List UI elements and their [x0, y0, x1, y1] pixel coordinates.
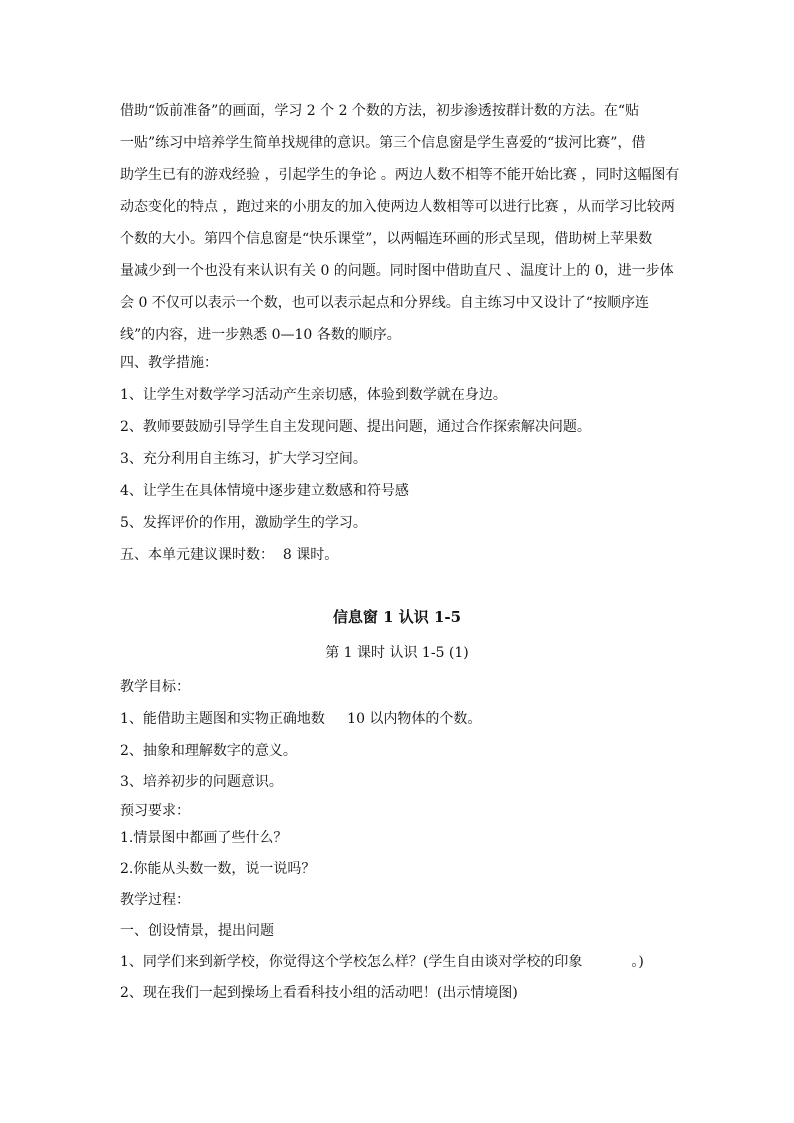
- text-line: 动态变化的特点 ，跑过来的小朋友的加入使两边人数相等可以进行比赛 ，从而学习比较两: [120, 199, 675, 215]
- text-line: 借助“饭前准备”的画面，学习 2 个 2 个数的方法，初步渗透按群计数的方法。在“贴: [120, 103, 640, 119]
- measure-item: 5、发挥评价的作用，激励学生的学习。: [120, 515, 367, 531]
- preview-item: 2.你能从头数一数，说一说吗？: [120, 861, 316, 877]
- section4-heading: 四、教学措施：: [120, 355, 218, 371]
- goal-item: 2、抽象和理解数字的意义。: [120, 743, 297, 759]
- text-line: 个数的大小。第四个信息窗是“快乐课堂”，以两幅连环画的形式呈现，借助树上苹果数: [120, 231, 653, 247]
- text-line: 量减少到一个也没有来认识有关 0 的问题。同时图中借助直尺 、温度计上的 0，进一步体: [120, 263, 674, 279]
- measure-item: 3、充分利用自主练习，扩大学习空间。: [120, 451, 367, 467]
- goal-item: 3、培养初步的问题意识。: [120, 774, 283, 790]
- goal-item: 1、能借助主题图和实物正确地数 10 以内物体的个数。: [120, 711, 482, 727]
- process-item: 1、同学们来到新学校，你觉得这个学校怎么样？(学生自由谈对学校的印象 。): [120, 954, 644, 970]
- text-line: 助学生已有的游戏经验 ，引起学生的争论 。两边人数不相等不能开始比赛 ，同时这幅图有: [120, 167, 680, 183]
- measure-item: 1、让学生对数学学习活动产生亲切感，体验到数学就在身边。: [120, 387, 507, 403]
- preview-item: 1.情景图中都画了些什么？: [120, 830, 288, 846]
- intro-paragraph: [120, 95, 680, 351]
- process-heading: 教学过程：: [120, 892, 190, 908]
- measure-item: 4、让学生在具体情境中逐步建立数感和符号感: [120, 483, 409, 499]
- process-item: 2、现在我们一起到操场上看看科技小组的活动吧！(出示情境图): [120, 985, 518, 1001]
- text-line: 会 0 不仅可以表示一个数，也可以表示起点和分界线。自主练习中又设计了“按顺序连: [120, 295, 649, 311]
- lesson-title: 信息窗 1 认识 1-5: [332, 608, 462, 626]
- text-line: 线”的内容，进一步熟悉 0—10 各数的顺序。: [120, 327, 401, 343]
- lesson-subtitle: 第 1 课时 认识 1-5 (1): [325, 645, 469, 661]
- text-line: 一贴”练习中培养学生简单找规律的意识。第三个信息窗是学生喜爱的“拔河比赛”，借: [120, 135, 646, 151]
- goals-heading: 教学目标：: [120, 679, 190, 695]
- section5-text: 五、本单元建议课时数： 8 课时。: [120, 547, 339, 563]
- preview-heading: 预习要求：: [120, 803, 190, 819]
- measure-item: 2、教师要鼓励引导学生自主发现问题、提出问题，通过合作探索解决问题。: [120, 419, 591, 435]
- process-item: 一、创设情景，提出问题: [120, 923, 274, 939]
